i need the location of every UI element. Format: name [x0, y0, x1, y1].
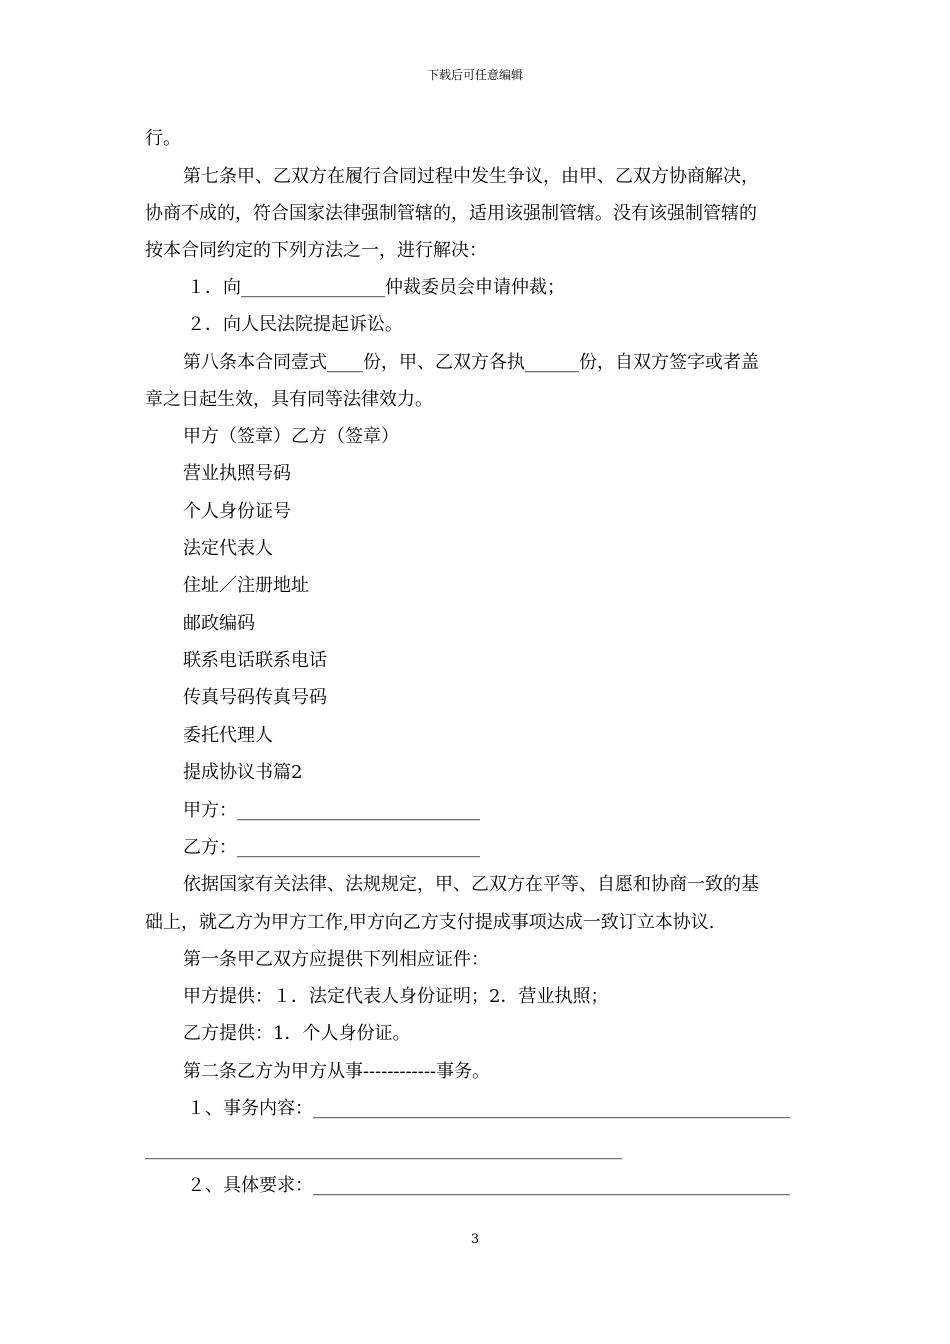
text-line: 第一条甲乙双方应提供下列相应证件：	[183, 949, 489, 970]
text-line: 第二条乙方为甲方从事------------事务。	[183, 1061, 490, 1082]
text-line: 乙方提供：1．个人身份证。	[183, 1023, 411, 1044]
text-line: 章之日起生效，具有同等法律效力。	[145, 389, 433, 410]
text-line: １．向________________仲裁委员会申请仲裁；	[187, 277, 565, 298]
text-line: 甲方提供：１．法定代表人身份证明；2．营业执照；	[183, 986, 609, 1007]
section-title: 提成协议书篇2	[183, 762, 303, 783]
party-b-line: 乙方：___________________________	[183, 837, 480, 858]
text-line: 委托代理人	[183, 725, 273, 746]
text-line: ２．向人民法院提起诉讼。	[187, 314, 403, 335]
text-line: 依据国家有关法律、法规规定，甲、乙双方在平等、自愿和协商一致的基	[183, 874, 759, 895]
text-line: 第七条甲、乙双方在履行合同过程中发生争议，由甲、乙双方协商解决，	[183, 166, 759, 187]
text-line: 法定代表人	[183, 538, 273, 559]
text-line: １、事务内容：_____________________________________________________	[187, 1098, 790, 1119]
page-number: 3	[470, 1232, 480, 1247]
text-line: ２、具体要求：_____________________________________________________	[187, 1175, 790, 1196]
text-line: 础上，就乙方为甲方工作,甲方向乙方支付提成事项达成一致订立本协议.	[145, 912, 715, 933]
text-line: 传真号码传真号码	[183, 687, 327, 708]
text-line: 住址／注册地址	[183, 575, 309, 596]
text-line: 联系电话联系电话	[183, 650, 327, 671]
text-line: _____________________________________________________	[145, 1139, 622, 1160]
text-line: 协商不成的，符合国家法律强制管辖的，适用该强制管辖。没有该强制管辖的	[145, 203, 757, 224]
text-line: 行。	[145, 128, 181, 149]
text-line: 个人身份证号	[183, 501, 291, 522]
text-line: 营业执照号码	[183, 463, 291, 484]
text-line: 按本合同约定的下列方法之一，进行解决：	[145, 240, 487, 261]
text-line: 第八条本合同壹式____份，甲、乙双方各执______份，自双方签字或者盖	[183, 352, 759, 373]
page-header: 下载后可任意编辑	[426, 68, 523, 82]
text-line: 邮政编码	[183, 613, 255, 634]
party-a-line: 甲方：___________________________	[183, 800, 480, 821]
text-line: 甲方（签章）乙方（签章）	[183, 426, 399, 447]
